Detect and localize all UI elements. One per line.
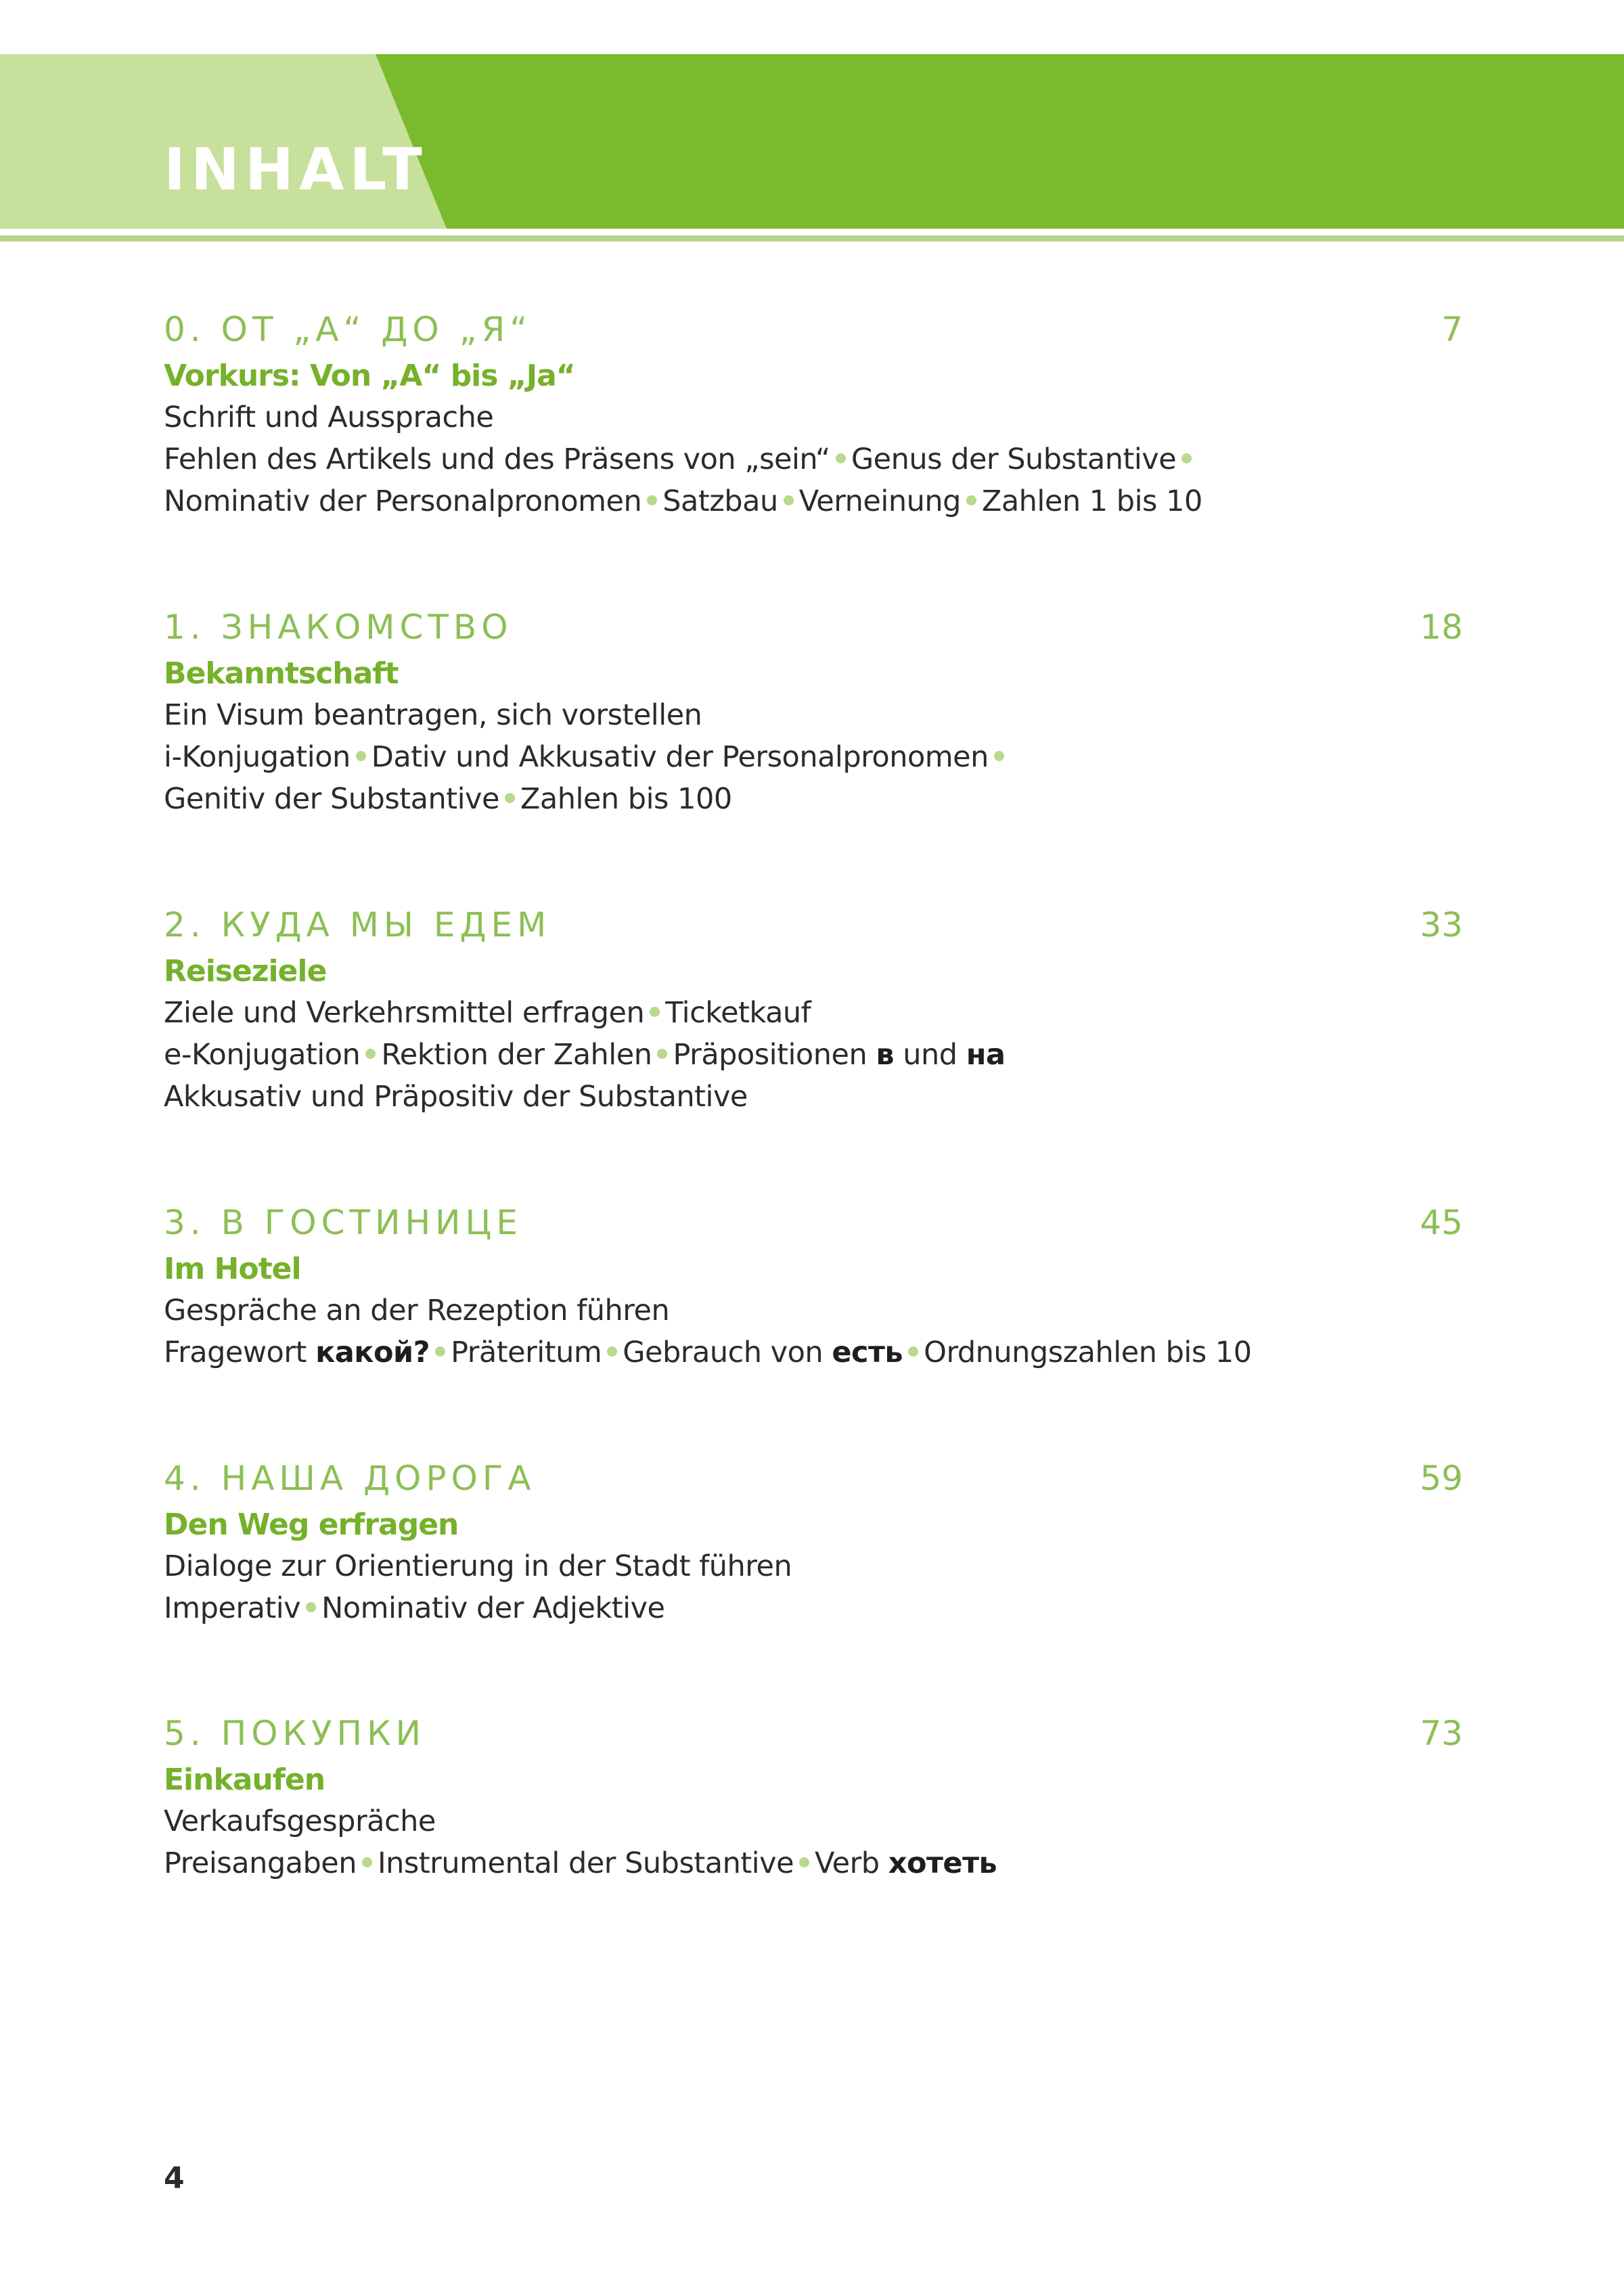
bullet-icon — [650, 1007, 660, 1017]
topic: Satzbau — [662, 484, 778, 518]
bullet-icon — [362, 1857, 372, 1867]
section-title: 4. НАША ДОРОГА — [164, 1459, 536, 1498]
topic-line — [164, 1846, 997, 1880]
section-page-number: 7 — [1441, 310, 1463, 349]
bullet-icon — [657, 1049, 667, 1059]
section-title: 5. ПОКУПКИ — [164, 1714, 426, 1753]
section-subtitle: Bekanntschaft — [164, 656, 399, 691]
topic: Genitiv der Substantive — [164, 782, 499, 816]
topic: Zahlen 1 bis 10 — [981, 484, 1202, 518]
topic: Verkaufsgespräche — [164, 1804, 436, 1838]
bullet-icon — [1181, 453, 1192, 463]
topic: Zahlen bis 100 — [520, 782, 732, 816]
topic: Dativ und Akkusativ der Personalpronomen — [371, 740, 989, 774]
topic-line — [164, 484, 1202, 518]
topic: Nominativ der Adjektive — [321, 1591, 665, 1625]
topic — [623, 1336, 903, 1369]
topic: e-Konjugation — [164, 1038, 361, 1072]
topic: Präteritum — [451, 1336, 602, 1369]
page-title: INHALT — [164, 136, 428, 204]
section-page-number: 18 — [1420, 608, 1463, 647]
topic: Verneinung — [798, 484, 961, 518]
section-subtitle: Reiseziele — [164, 954, 327, 989]
topic: Dialoge zur Orientierung in der Stadt führen — [164, 1549, 792, 1583]
bullet-icon — [505, 793, 515, 803]
topic-text: Präpositionen — [673, 1038, 876, 1072]
bullet-icon — [435, 1346, 445, 1357]
bullet-icon — [356, 751, 366, 761]
bullet-icon — [784, 495, 794, 505]
topic: i-Konjugation — [164, 740, 351, 774]
bullet-icon — [966, 495, 976, 505]
topic-text: und — [894, 1038, 966, 1072]
topic: Ziele und Verkehrsmittel erfragen — [164, 996, 645, 1030]
section-title: 1. ЗНАКОМСТВО — [164, 608, 513, 647]
topic: Preisangaben — [164, 1846, 357, 1880]
bullet-icon — [836, 453, 846, 463]
section-subtitle: Einkaufen — [164, 1763, 325, 1797]
russian-term: в — [876, 1038, 895, 1072]
topic-line — [164, 996, 811, 1030]
bullet-icon — [994, 751, 1004, 761]
bullet-icon — [908, 1346, 918, 1357]
topic: Ticketkauf — [665, 996, 811, 1030]
topic — [164, 1336, 430, 1369]
topic-text: Gebrauch von — [623, 1336, 832, 1369]
topic: Fehlen des Artikels und des Präsens von „sein“ — [164, 442, 830, 476]
bullet-icon — [607, 1346, 617, 1357]
section-subtitle: Vorkurs: Von „A“ bis „Ja“ — [164, 359, 575, 393]
topic-line — [164, 1804, 436, 1838]
topic-text: Fragewort — [164, 1336, 316, 1369]
russian-term: хотеть — [888, 1846, 997, 1880]
topic: Nominativ der Personalpronomen — [164, 484, 642, 518]
topic — [673, 1038, 1005, 1072]
section-page-number: 33 — [1420, 905, 1463, 945]
topic-line — [164, 1549, 792, 1583]
topic-line — [164, 1080, 748, 1114]
topic: Genus der Substantive — [851, 442, 1177, 476]
section-page-number: 59 — [1420, 1459, 1463, 1498]
topic: Rektion der Zahlen — [381, 1038, 652, 1072]
bullet-icon — [306, 1602, 316, 1612]
russian-term: какой? — [315, 1336, 430, 1369]
bullet-icon — [365, 1049, 376, 1059]
topic: Ein Visum beantragen, sich vorstellen — [164, 698, 702, 732]
section-subtitle: Den Weg erfragen — [164, 1507, 459, 1542]
topic-line — [164, 740, 1010, 774]
topic-line — [164, 1591, 665, 1625]
topic: Schrift und Aussprache — [164, 401, 494, 434]
topic-line — [164, 442, 1197, 476]
topic: Akkusativ und Präpositiv der Substantive — [164, 1080, 748, 1114]
bullet-icon — [647, 495, 657, 505]
section-title: 0. ОТ „А“ ДО „Я“ — [164, 310, 533, 349]
section-title: 2. КУДА МЫ ЕДЕМ — [164, 905, 551, 945]
russian-term: на — [966, 1038, 1006, 1072]
topic: Gespräche an der Rezeption führen — [164, 1294, 670, 1327]
topic-line — [164, 1338, 1252, 1367]
topic-line — [164, 1296, 669, 1325]
topic-line — [164, 1038, 1006, 1072]
section-page-number: 45 — [1420, 1203, 1463, 1242]
topic: Ordnungszahlen bis 10 — [924, 1336, 1252, 1369]
topic-text: Verb — [815, 1846, 888, 1880]
section-title: 3. В ГОСТИНИЦЕ — [164, 1203, 522, 1242]
topic — [815, 1846, 997, 1880]
page-number: 4 — [164, 2161, 185, 2196]
header-rule — [0, 235, 1624, 242]
section-page-number: 73 — [1420, 1714, 1463, 1753]
topic-line — [164, 403, 493, 432]
topic-line — [164, 782, 732, 816]
topic-line — [164, 698, 702, 732]
topic: Imperativ — [164, 1591, 301, 1625]
bullet-icon — [799, 1857, 809, 1867]
russian-term: есть — [832, 1336, 903, 1369]
section-subtitle: Im Hotel — [164, 1252, 301, 1286]
topic: Instrumental der Substantive — [377, 1846, 794, 1880]
